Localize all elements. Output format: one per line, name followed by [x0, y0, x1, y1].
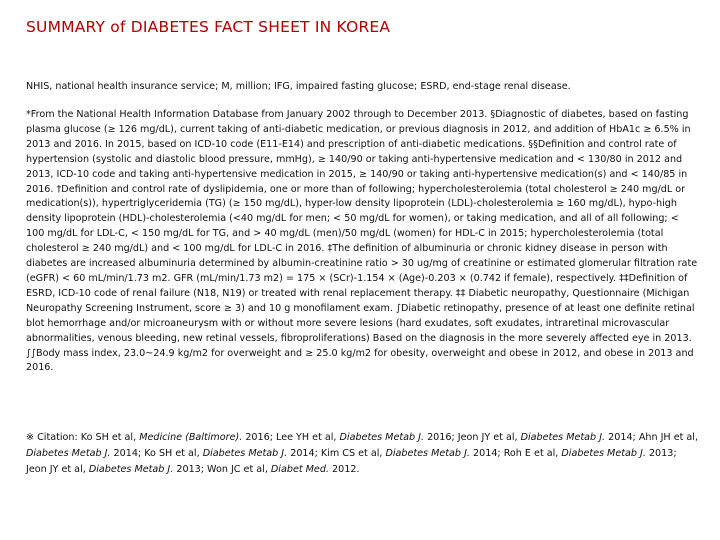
citation-prefix: ※ Citation: Ko SH et al,	[26, 432, 140, 443]
journal-name: Diabetes Metab J.	[385, 448, 470, 459]
journal-name: Diabetes Metab J.	[561, 448, 646, 459]
citation-text: 2014; Ahn JH et al,	[605, 432, 698, 443]
citation-text: 2013; Won JC et al,	[173, 464, 271, 475]
journal-name: Diabetes Metab J.	[26, 448, 111, 459]
citation-text: 2013; Jeon JY et al,	[26, 448, 677, 475]
journal-name: Diabetes Metab J.	[339, 432, 425, 443]
citation-text: 2016; Lee YH et al,	[242, 432, 340, 443]
page-title: SUMMARY of DIABETES FACT SHEET IN KOREA	[26, 18, 391, 36]
citation-block	[26, 430, 698, 478]
citation-text: 2016; Jeon JY et al,	[424, 432, 521, 443]
journal-name: Diabetes Metab J.	[520, 432, 606, 443]
journal-name: Diabetes Metab J.	[202, 448, 288, 459]
citation-text: 2012.	[328, 464, 360, 475]
abbreviations-note: NHIS, national health insurance service; M, million; IFG, impaired fasting glucose; ESRD, end-stage renal disease.	[26, 81, 571, 92]
journal-name: Diabetes Metab J.	[88, 464, 174, 475]
citation-text: 2014; Kim CS et al,	[287, 448, 386, 459]
footnote-text: *From the National Health Information Database from January 2002 through to December 2013. §Diagnostic of diabetes, based on fasting plasma glucose (≥ 126 mg/dL), current taking of anti-diabetic medication, or previous diagnosis in 2012, and addition of HbA1c ≥ 6.5% in 2013 and 2016. In 2015, based on ICD-10 code (E11-E14) and prescription of anti-diabetic medications. §§Definition and control rate of hypertension (systolic and diastolic blood pressure, mmHg), ≥ 140/90 or taking anti-hypertensive medication and < 130/80 in 2012 and 2013, ICD-10 code and taking anti-hypertensive medication in 2015, ≥ 140/90 or taking anti-hypertensive medication(s) and < 140/85 in 2016. †Definition and control rate of dyslipidemia, one or more than of following; hypercholesterolemia (total cholesterol ≥ 240 mg/dL or medication(s)), hypertriglyceridemia (TG) (≥ 150 mg/dL), hyper-low density lipoprotein (LDL)-cholesterolemia ≥ 160 mg/dL), hypo-high density lipoprotein (HDL)-cholesterolemia (<40 mg/dL for men; < 50 mg/dL for women), or taking medication, and all of all following; < 100 mg/dL for LDL-C, < 150 mg/dL for TG, and > 40 mg/dL (men)/50 mg/dL (women) for HDL-C in 2015; hypercholesterolemia (total cholesterol ≥ 240 mg/dL) and < 100 mg/dL for LDL-C in 2016. ‡The definition of albuminuria or chronic kidney disease in person with diabetes are increased albuminuria determined by albumin-creatinine ratio > 30 ug/mg of creatinine or estimated glomerular filtration rate (eGFR) < 60 mL/min/1.73 m2. GFR (mL/min/1.73 m2) = 175 × (SCr)-1.154 × (Age)-0.203 × (0.742 if female), respectively. ‡‡Definition of ESRD, ICD-10 code of renal failure (N18, N19) or treated with renal replacement therapy. ‡‡ Diabetic neuropathy, Questionnaire (Michigan Neuropathy Screening Instrument, score ≥ 3) and 10 g monofilament exam. ∫Diabetic retinopathy, presence of at least one definite retinal blot hemorrhage and/or microaneurysm with or without more severe lesions (hard exudates, soft exudates, intraretinal microvascular abnormalities, venous bleeding, new retinal vessels, fibroproliferations) Based on the diagnosis in the more severely affected eye in 2013. ∫∫Body mass index, 23.0~24.9 kg/m2 for overweight and ≥ 25.0 kg/m2 for obesity, overweight and obese in 2012, and obese in 2013 and 2016.	[26, 109, 698, 374]
journal-name: Diabet Med.	[270, 464, 329, 475]
citation-text: 2014; Ko SH et al,	[110, 448, 203, 459]
journal-name: Medicine (Baltimore).	[139, 432, 243, 443]
citation-text: 2014; Roh E et al,	[469, 448, 562, 459]
